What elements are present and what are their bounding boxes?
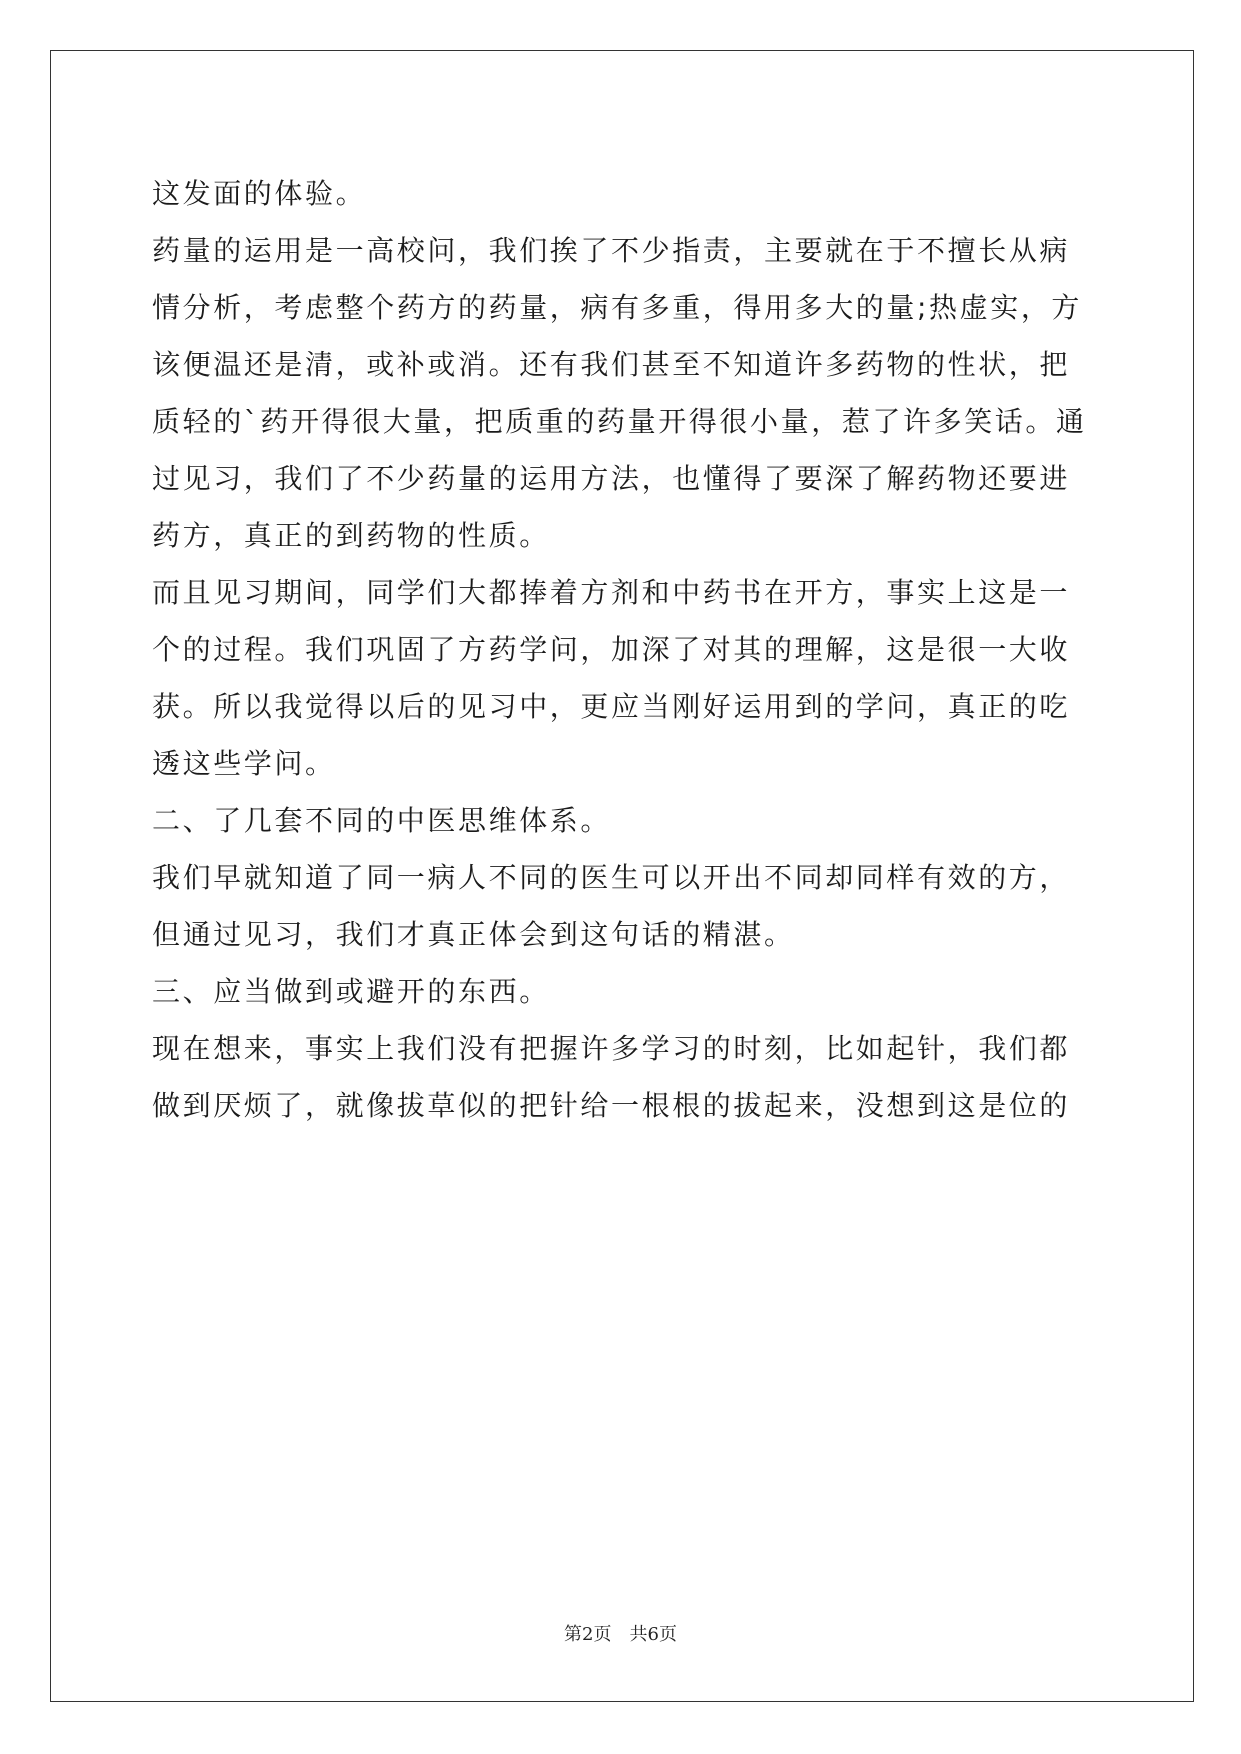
text-line: 情分析，考虑整个药方的药量，病有多重，得用多大的量;热虚实，方 [152, 291, 1083, 324]
text-line: 过见习，我们了不少药量的运用方法，也懂得了要深了解药物还要进 [152, 462, 1071, 495]
section-heading: 二、了几套不同的中医思维体系。 [152, 804, 612, 837]
text-line: 药量的运用是一高校问，我们挨了不少指责，主要就在于不擅长从病 [152, 234, 1071, 267]
text-line: 但通过见习，我们才真正体会到这句话的精湛。 [152, 918, 795, 951]
text-line: 这发面的体验。 [152, 177, 367, 210]
text-line: 质轻的`药开得很大量，把质重的药量开得很小量，惹了许多笑话。通 [152, 405, 1087, 438]
page-total: 共6页 [629, 1624, 677, 1645]
text-line: 我们早就知道了同一病人不同的医生可以开出不同却同样有效的方， [152, 861, 1071, 894]
page-footer [0, 1620, 1241, 1646]
section-heading: 三、应当做到或避开的东西。 [152, 975, 550, 1008]
text-line: 透这些学问。 [152, 747, 336, 780]
page-number: 第2页 [564, 1624, 612, 1645]
text-line: 做到厌烦了，就像拔草似的把针给一根根的拔起来，没想到这是位的 [152, 1089, 1071, 1122]
text-line: 获。所以我觉得以后的见习中，更应当刚好运用到的学问，真正的吃 [152, 690, 1071, 723]
text-line: 药方，真正的到药物的性质。 [152, 519, 550, 552]
document-body [152, 165, 1092, 1134]
text-line: 而且见习期间，同学们大都捧着方剂和中药书在开方，事实上这是一 [152, 576, 1071, 609]
text-line: 该便温还是清，或补或消。还有我们甚至不知道许多药物的性状，把 [152, 348, 1071, 381]
text-line: 个的过程。我们巩固了方药学问，加深了对其的理解，这是很一大收 [152, 633, 1071, 666]
text-line: 现在想来，事实上我们没有把握许多学习的时刻，比如起针，我们都 [152, 1032, 1071, 1065]
